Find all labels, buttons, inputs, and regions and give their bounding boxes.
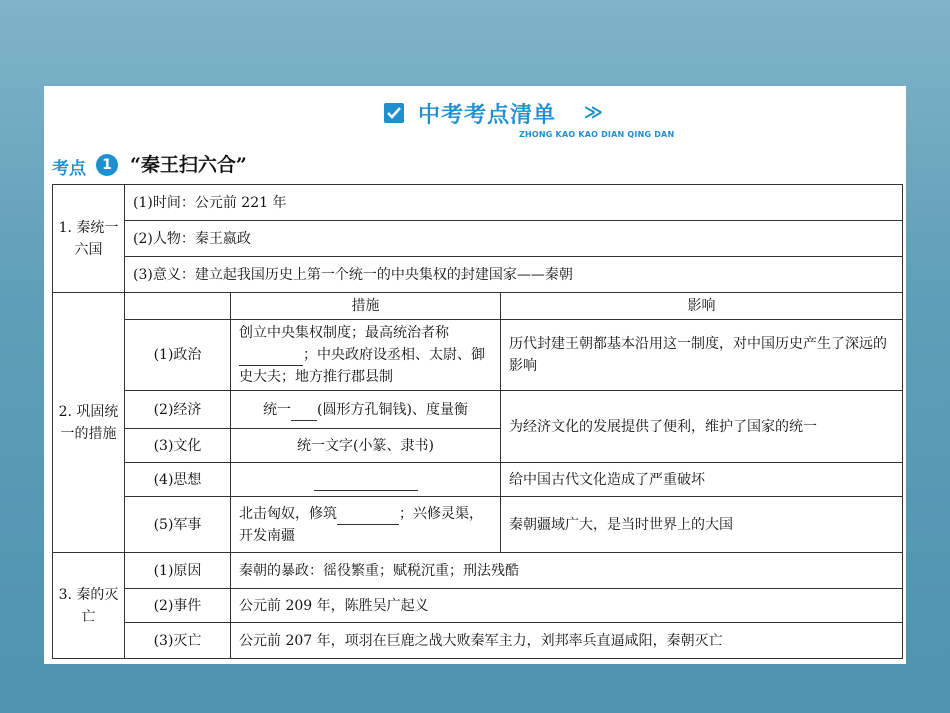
table-cell: 统一文字(小篆、隶书) (231, 429, 501, 463)
blank-line (291, 404, 317, 421)
table-cell (231, 320, 501, 391)
table-cell: (2)人物：秦王嬴政 (125, 221, 903, 257)
table-cell: 公元前 209 年，陈胜吴广起义 (231, 589, 903, 623)
table-cell (231, 391, 501, 429)
blank-line (337, 508, 399, 525)
section-label: 2. 巩固统一的措施 (53, 293, 125, 553)
row-label: (2)经济 (125, 391, 231, 429)
blank-line (314, 474, 418, 491)
row-label: (3)文化 (125, 429, 231, 463)
section-header (384, 100, 684, 144)
table-cell: 秦朝疆域广大，是当时世界上的大国 (501, 497, 903, 553)
arrow-icon: ≫ (584, 102, 603, 123)
cell-text: (圆形方孔铜钱)、度量衡 (317, 401, 468, 418)
cell-text: 统一 (263, 401, 292, 418)
content-panel (44, 86, 906, 664)
blank-line (239, 349, 303, 366)
kaodian-number: 1 (96, 154, 118, 176)
section-label: 1. 秦统一六国 (53, 185, 125, 293)
header-title: 中考考点清单 (418, 103, 557, 128)
table-cell: (1)时间：公元前 221 年 (125, 185, 903, 221)
kaodian-label: 考点 (52, 159, 86, 179)
table-cell: 历代封建王朝都基本沿用这一制度，对中国历史产生了深远的影响 (501, 320, 903, 391)
knowledge-table (52, 184, 903, 659)
table-cell (231, 497, 501, 553)
row-label: (1)政治 (125, 320, 231, 391)
section-label: 3. 秦的灭亡 (53, 553, 125, 659)
header-subtitle: ZHONG KAO KAO DIAN QING DAN (519, 130, 675, 139)
table-cell: 给中国古代文化造成了严重破坏 (501, 463, 903, 497)
cell-text: ；兴修灵渠，开发南疆 (239, 505, 483, 544)
row-label: (1)原因 (125, 553, 231, 589)
cell-text: 创立中央集权制度；最高统治者称 (239, 325, 449, 341)
cell-text: 北击匈奴，修筑 (239, 505, 337, 522)
cell-text: ；中央政府设丞相、太尉、御史大夫；地方推行郡县制 (239, 347, 485, 385)
kaodian-badge (52, 154, 130, 180)
table-cell: (3)意义：建立起我国历史上第一个统一的中央集权的封建国家——秦朝 (125, 257, 903, 293)
table-cell (231, 463, 501, 497)
column-header: 措施 (231, 293, 501, 320)
table-cell: 为经济文化的发展提供了便利，维护了国家的统一 (501, 391, 903, 463)
column-header: 影响 (501, 293, 903, 320)
table-cell (125, 293, 231, 320)
row-label: (3)灭亡 (125, 623, 231, 659)
table-cell: 公元前 207 年，项羽在巨鹿之战大败秦军主力，刘邦率兵直逼咸阳，秦朝灭亡 (231, 623, 903, 659)
check-icon (384, 103, 404, 123)
row-label: (5)军事 (125, 497, 231, 553)
topic-title: “秦王扫六合” (130, 154, 247, 176)
row-label: (2)事件 (125, 589, 231, 623)
table-cell: 秦朝的暴政：徭役繁重；赋税沉重；刑法残酷 (231, 553, 903, 589)
row-label: (4)思想 (125, 463, 231, 497)
